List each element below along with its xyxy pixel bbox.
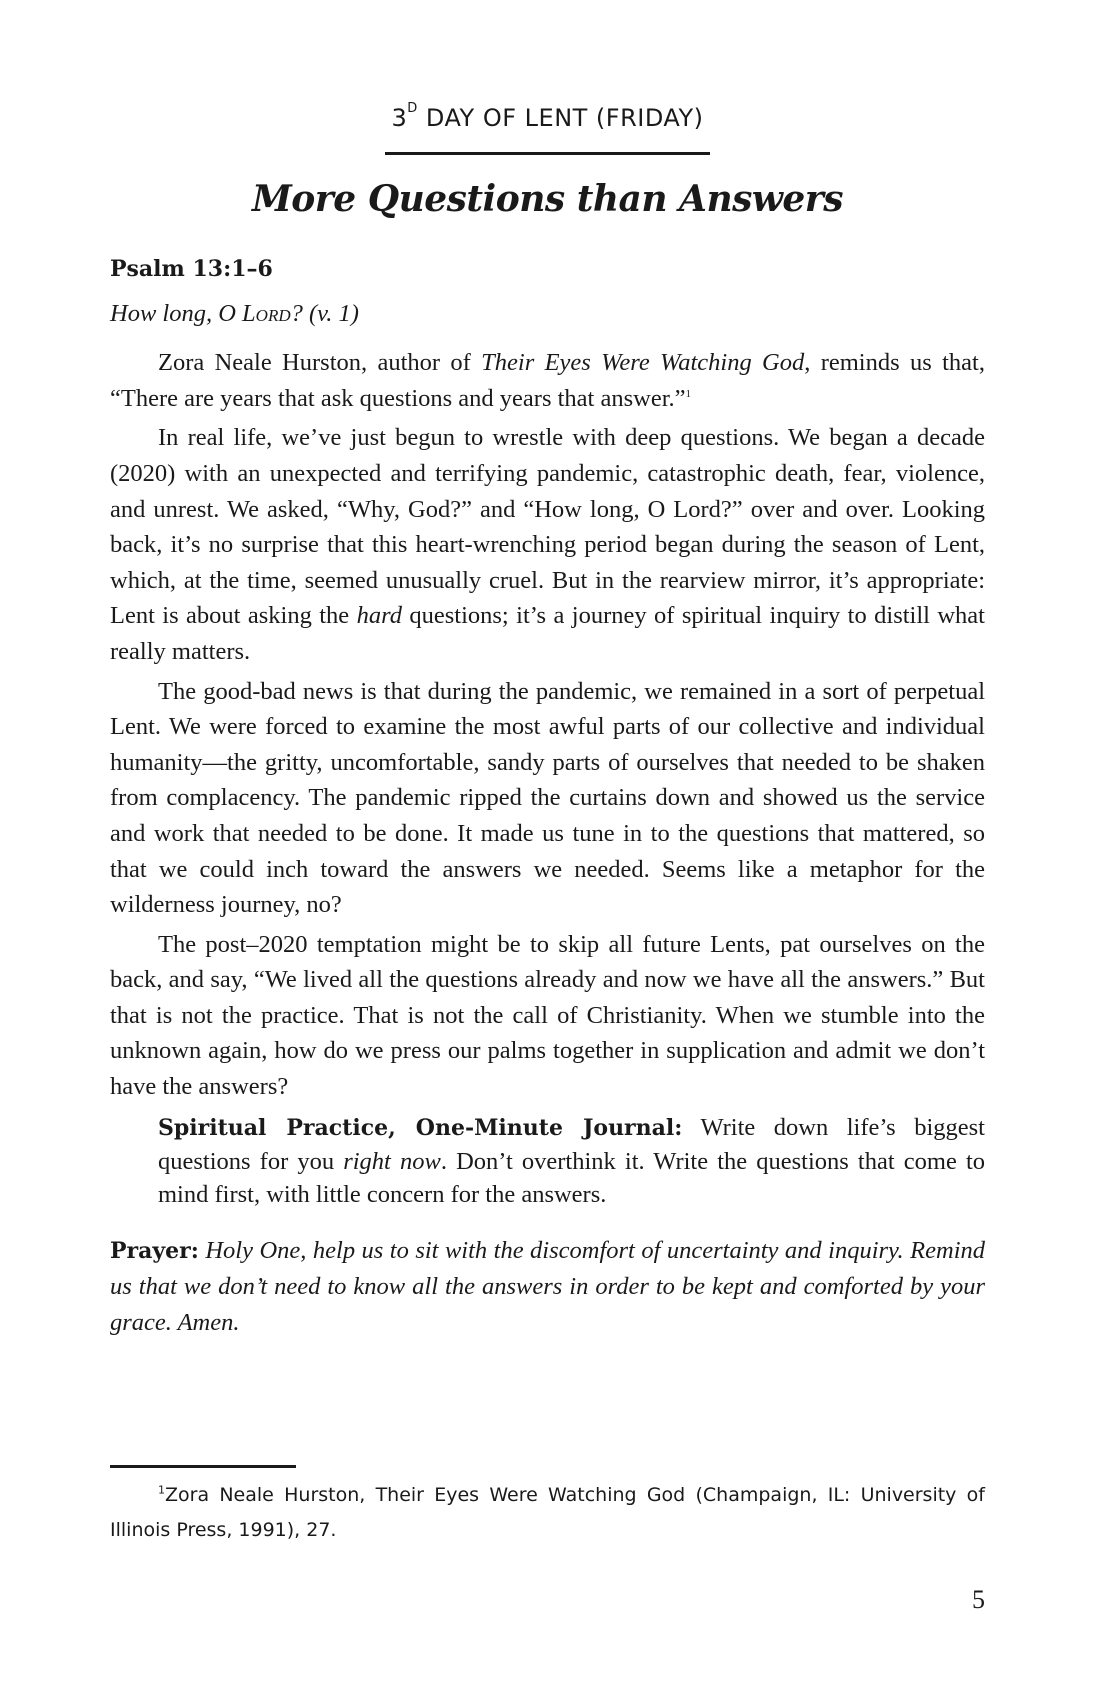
practice-text-end: . Don’t overthink it. Write the questions that come to mind first, with little concern for the answers. (158, 1147, 985, 1208)
footnote-text: Zora Neale Hurston, Their Eyes Were Watching God (Champaign, IL: University of Illinois Press, 1991), 27. (110, 1484, 985, 1541)
footnote-reference[interactable]: 1 (685, 387, 692, 400)
emphasis-hard: hard (356, 602, 402, 630)
paragraph-4: The post–2020 temptation might be to skip all future Lents, pat ourselves on the back, and say, “We lived all the questions already and now we have all the answers.” But that is not the practice. That is not the call of Christianity. When we stumble into the unknown again, how do we press our palms together in supplication and admit we don’t have the answers? (110, 930, 985, 1101)
practice-text-start: Write down life’s biggest questions for you (158, 1113, 985, 1175)
spiritual-practice (158, 1111, 985, 1211)
scripture-reference: Psalm 13:1–6 (110, 256, 273, 282)
epigraph-start: How long, O (110, 299, 243, 327)
paragraph-2 (110, 420, 985, 669)
footnote-marker: 1 (158, 1483, 165, 1497)
day-header (110, 101, 985, 132)
paragraph-1-end: , reminds us that, “There are years that ask questions and years that answer.” (110, 349, 985, 412)
practice-emphasis: right now (343, 1147, 441, 1175)
footnote (110, 1478, 985, 1548)
footnote-divider (110, 1465, 296, 1468)
epigraph-lord: Lord (242, 299, 291, 327)
day-number: 3 (391, 104, 408, 132)
prayer (110, 1233, 985, 1341)
day-ordinal-suffix: D (407, 101, 418, 116)
paragraph-1 (110, 345, 985, 416)
body-text (110, 252, 985, 1340)
paragraph-2-start: In real life, we’ve just begun to wrestle with deep questions. We began a decade (2020) with an unexpected and terrifying pandemic, catastrophic death, fear, violence, and unrest. We asked, “Why, God?” and “How long, O Lord?” over and over. Looking back, it’s no surprise that this heart-wrenching period began during the season of Lent, which, at the time, seemed unusually cruel. But in the rearview mirror, it’s appropriate: Lent is about asking the (110, 424, 985, 630)
page-title: More Questions than Answers (251, 178, 844, 220)
scripture-epigraph (110, 296, 985, 332)
paragraph-3: The good-bad news is that during the pandemic, we remained in a sort of perpetual Lent. We were forced to examine the most awful parts of our collective and individual humanity—the gritty, uncomfortable, sandy parts of ourselves that needed to be shaken from complacency. The pandemic ripped the curtains down and showed us the service and work that needed to be done. It made us tune in to the questions that mattered, so that we could inch toward the answers we needed. Seems like a metaphor for the wilderness journey, no? (110, 677, 985, 919)
epigraph-end: ? (v. 1) (290, 299, 359, 327)
prayer-text: Holy One, help us to sit with the discomfort of uncertainty and inquiry. Remind us that we don’t need to know all the answers in order to be kept and comforted by your grace. Amen. (110, 1236, 985, 1336)
book-title: Their Eyes Were Watching God (481, 349, 805, 377)
paragraph-1-start: Zora Neale Hurston, author of (158, 349, 482, 377)
day-header-text: DAY OF LENT (FRIDAY) (417, 104, 704, 132)
practice-label: Spiritual Practice, One-Minute Journal: (158, 1114, 683, 1141)
prayer-label: Prayer: (110, 1237, 199, 1264)
book-page (110, 0, 985, 1700)
paragraph-2-end: questions; it’s a journey of spiritual inquiry to distill what really matters. (110, 602, 985, 665)
header-divider (385, 152, 710, 155)
page-number: 5 (972, 1585, 985, 1614)
